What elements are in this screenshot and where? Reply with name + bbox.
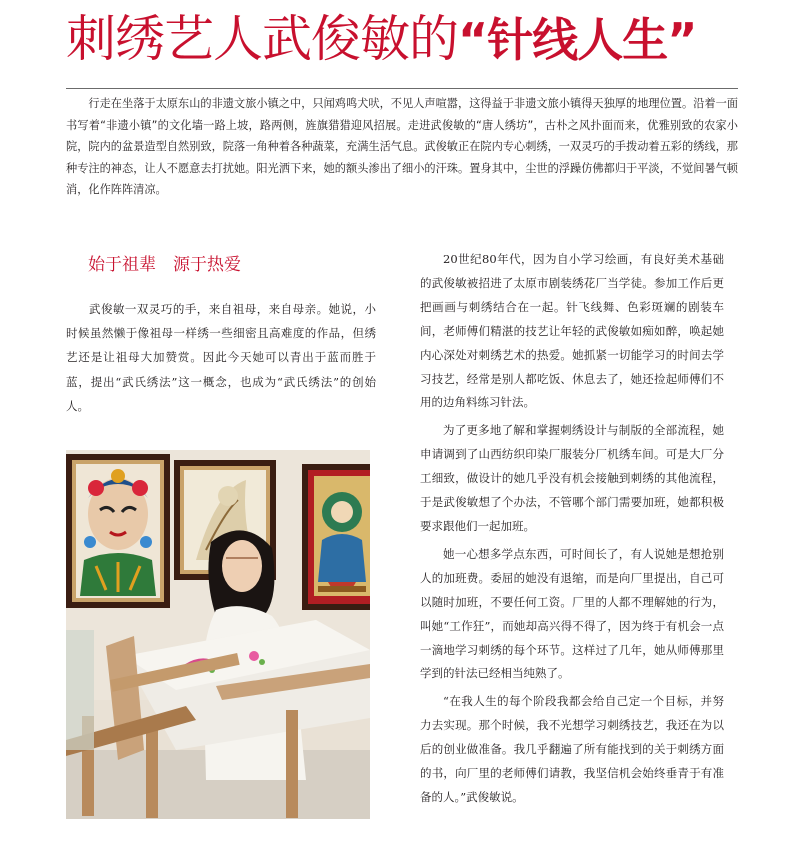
intro-paragraph: 行走在坐落于太原东山的非遗文旅小镇之中，只闻鸡鸣犬吠，不见人声喧嚣，这得益于非遗文旅小镇得天独厚的地理位置。沿着一面书写着“非遗小镇”的文化墙一路上坡，路两侧，旌旗猎猎迎风招展。走进武俊敏的“唐人绣坊”，古朴之风扑面而来，优雅别致的农家小院，院内的盆景造型自然别致，院落一角种着各种蔬菜，充满生活气息。武俊敏正在院内专心刺绣，一双灵巧的手拨动着五彩的绣线，那种专注的神态，让人不愿意去打扰她。阳光洒下来，她的额头渗出了细小的汗珠。置身其中，尘世的浮躁仿佛都归于平淡，不觉间暑气顿消，化作阵阵清凉。 [66,97,738,197]
title-divider [66,88,738,89]
framed-opera-mask-picture [66,454,170,608]
framed-buddhist-picture [302,464,370,610]
body-paragraph: 20世纪80年代，因为自小学习绘画，有良好美术基础的武俊敏被招进了太原市剧装绣花厂当学徒。参加工作后更把画画与刺绣结合在一起。针飞线舞、色彩斑斓的剧装车间，老师傅们精湛的技艺让年轻的武俊敏如痴如醉，唤起她内心深处对刺绣艺术的热爱。她抓紧一切能学习的时间去学习技艺，经常是别人都吃饭、休息去了，她还捡起师傅们不用的边角料练习针法。 [420,252,724,410]
article-title [66,4,786,74]
body-paragraph: 为了更多地了解和掌握刺绣设计与制版的全部流程，她申请调到了山西纺织印染厂服装分厂机绣车间。可是大厂分工细致，做设计的她几乎没有机会接触到刺绣的其他流程，于是武俊敏想了个办法，不管哪个部门需要加班，她都积极要求跟他们一起加班。 [420,423,724,533]
title-highlight: “针线人生” [458,13,697,67]
embroidery-photo [66,450,370,819]
lead-paragraph: 武俊敏一双灵巧的手，来自祖母，来自母亲。她说，小时候虽然懒于像祖母一样绣一些细密且高难度的作品，但绣艺还是让祖母大加赞赏。因此今天她可以青出于蓝而胜于蓝，提出“武氏绣法”这一概念，也成为“武氏绣法”的创始人。 [66,302,376,413]
body-paragraph: 她一心想多学点东西，可时间长了，有人说她是想抢别人的加班费。委屈的她没有退缩，而是向厂里提出，自己可以随时加班，不要任何工资。厂里的人都不理解她的行为，叫她“工作狂”，而她却高兴得不得了，因为终于有机会一点一滴地学习刺绣的每个环节。这样过了几年，她从师傅那里学到的针法已经相当纯熟了。 [420,546,724,681]
section-heading: 始于祖辈 源于热爱 [88,255,241,275]
main-column [420,248,724,814]
quote-paragraph: “在我人生的每个阶段我都会给自己定一个目标，并努力去实现。那个时候，我不光想学习刺绣技艺，我还在为以后的创业做准备。我几乎翻遍了所有能找到的关于刺绣方面的书，向厂里的老师傅们请教，我坚信机会始终垂青于有准备的人。”武俊敏说。 [420,694,724,804]
title-main: 刺绣艺人武俊敏的 [66,10,458,68]
